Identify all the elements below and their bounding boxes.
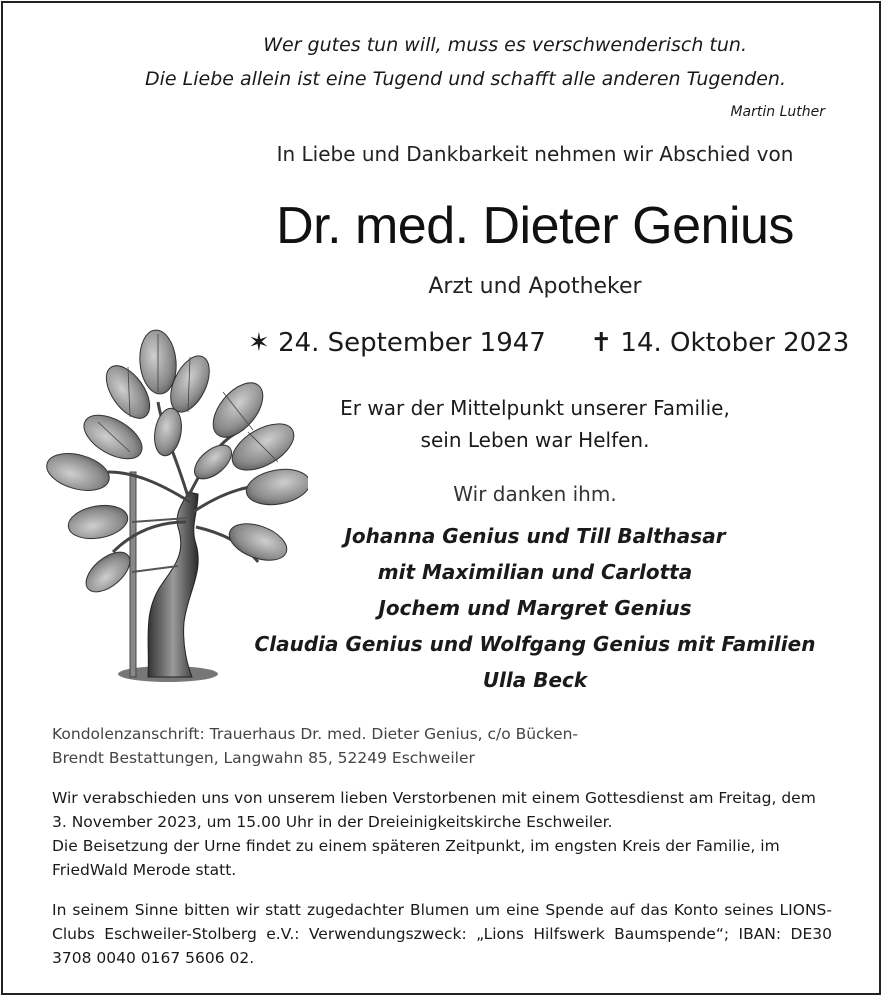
deceased-profession: Arzt und Apotheker — [428, 274, 642, 299]
quote-author: Martin Luther — [730, 104, 825, 120]
condolence-address: Kondolenzanschrift: Trauerhaus Dr. med. Dieter Genius, c/o Bücken-Brendt Bestattungen, Langwahn 85, 52249 Eschweiler — [52, 725, 579, 767]
quote-line-2: Die Liebe allein ist eine Tugend und schafft alle anderen Tugenden. — [145, 68, 786, 90]
family-line: mit Maximilian und Carlotta — [377, 560, 693, 584]
death-cross-icon: ✝ — [590, 328, 613, 358]
service-text: Wir verabschieden uns von unserem lieben Verstorbenen mit einem Gottesdienst am Freitag, dem 3. November 2023, um 15.00 Uhr in der Dreieinigkeitskirche Eschweiler. — [52, 789, 816, 831]
donation-info: In seinem Sinne bitten wir statt zugedachter Blumen um eine Spende auf das Konto seines LIONS-Clubs Eschweiler-Stolberg e.V.: Verwendungszweck: „Lions Hilfswerk Baumspende“; IBAN: DE30 3708 0040 0167 5606 02. — [52, 901, 832, 967]
family-line: Johanna Genius und Till Balthasar — [344, 524, 726, 548]
quote-line-1: Wer gutes tun will, muss es verschwenderisch tun. — [263, 34, 747, 56]
family-line: Jochem und Margret Genius — [378, 596, 692, 620]
burial-text: Die Beisetzung der Urne findet zu einem späteren Zeitpunkt, im engsten Kreis der Familie, im FriedWald Merode statt. — [52, 837, 780, 879]
deceased-name: Dr. med. Dieter Genius — [276, 197, 794, 255]
service-info — [52, 786, 832, 882]
intro-text: In Liebe und Dankbarkeit nehmen wir Abschied von — [276, 142, 794, 166]
life-dates — [248, 328, 848, 358]
message-line-2: sein Leben war Helfen. — [420, 428, 650, 452]
death-date: 14. Oktober 2023 — [620, 328, 850, 358]
birth-star-icon: ✶ — [248, 328, 270, 358]
birth-date: 24. September 1947 — [278, 328, 546, 358]
family-line: Claudia Genius und Wolfgang Genius mit Familien — [254, 632, 816, 656]
family-line: Ulla Beck — [482, 668, 588, 692]
thanks-text: Wir danken ihm. — [453, 482, 617, 506]
message-line-1: Er war der Mittelpunkt unserer Familie, — [340, 396, 730, 420]
